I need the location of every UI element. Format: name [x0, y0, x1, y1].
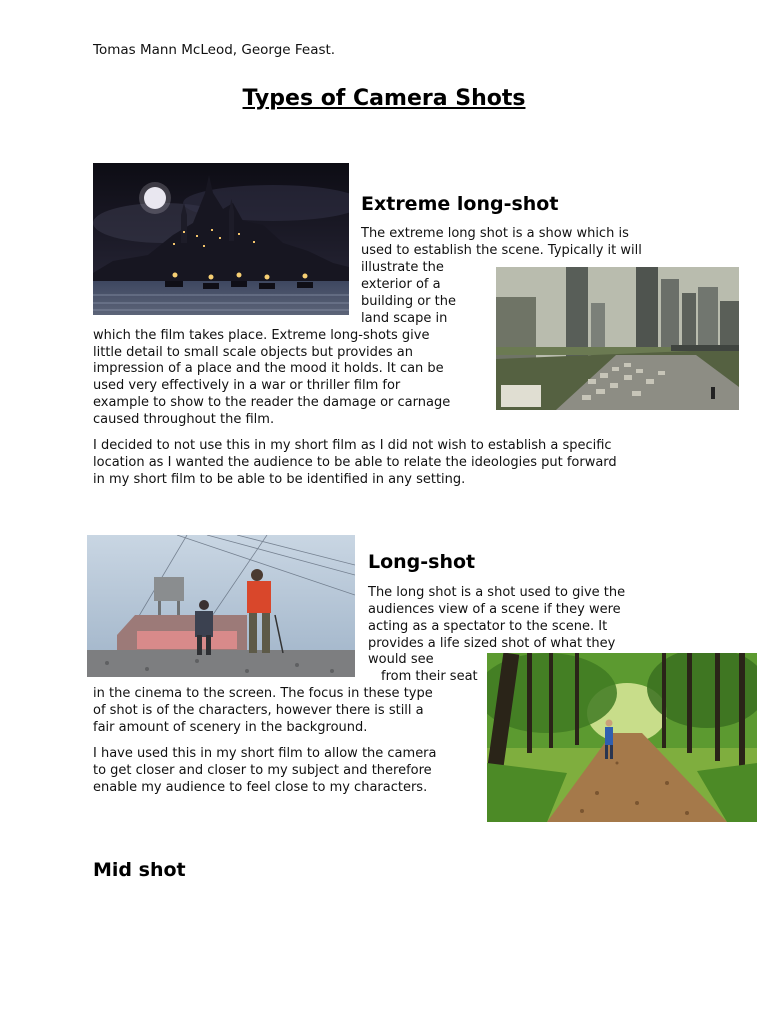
paragraph-line: caused throughout the film. [93, 412, 275, 427]
paragraph-line: provides a life sized shot of what they [368, 636, 616, 651]
extreme-long-shot-heading: Extreme long-shot [361, 193, 559, 215]
paragraph-line: of shot is of the characters, however there is still a [93, 703, 424, 718]
abandoned-city-photo [496, 267, 739, 410]
forest-path-photo [487, 653, 757, 822]
paragraph-line: I decided to not use this in my short film as I did not wish to establish a specific [93, 438, 612, 453]
paragraph-line: audiences view of a scene if they were [368, 602, 621, 617]
paragraph-line: impression of a place and the mood it holds. It can be [93, 361, 444, 376]
paragraph-line: from their seat [381, 669, 478, 684]
paragraph-line: in my short film to be able to be identified in any setting. [93, 472, 466, 487]
paragraph-line: to get closer and closer to my subject and therefore [93, 763, 432, 778]
paragraph-line: The extreme long shot is a show which is [361, 226, 629, 241]
long-shot-heading: Long-shot [368, 551, 476, 573]
castle-night-photo [93, 163, 349, 315]
paragraph-line: fair amount of scenery in the background. [93, 720, 368, 735]
paragraph-line: example to show to the reader the damage or carnage [93, 395, 451, 410]
paragraph-line: would see [368, 652, 434, 667]
paragraph-line: building or the [361, 294, 456, 309]
paragraph-line: used to establish the scene. Typically it will [361, 243, 642, 258]
paragraph-line: location as I wanted the audience to be able to relate the ideologies put forward [93, 455, 617, 470]
paragraph-line: in the cinema to the screen. The focus in these type [93, 686, 433, 701]
paragraph-line: The long shot is a shot used to give the [368, 585, 626, 600]
paragraph-line: used very effectively in a war or thriller film for [93, 378, 401, 393]
paragraph-line: exterior of a [361, 277, 441, 292]
paragraph-line: I have used this in my short film to allow the camera [93, 746, 437, 761]
paragraph-line: little detail to small scale objects but provides an [93, 345, 414, 360]
two-figures-field-photo [87, 535, 355, 677]
page-title: Types of Camera Shots [242, 86, 526, 111]
paragraph-line: illustrate the [361, 260, 444, 275]
paragraph-line: land scape in [361, 311, 448, 326]
paragraph-line: acting as a spectator to the scene. It [368, 619, 608, 634]
paragraph-line: enable my audience to feel close to my characters. [93, 780, 428, 795]
paragraph-line: which the film takes place. Extreme long-shots give [93, 328, 430, 343]
author-names: Tomas Mann McLeod, George Feast. [93, 42, 336, 58]
mid-shot-heading: Mid shot [93, 859, 186, 881]
